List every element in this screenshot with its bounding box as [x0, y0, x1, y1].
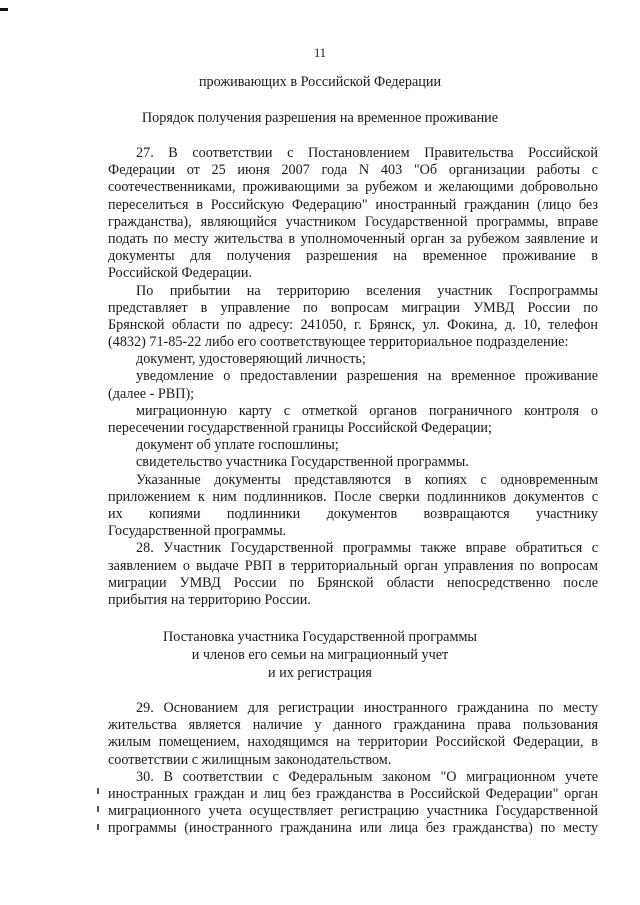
section-heading-registration-line-2: и членов его семьи на миграционный учет: [191, 647, 449, 663]
text-line: соответствии с жилищным законодательством.: [108, 751, 392, 768]
section-heading-residence-permit: Порядок получения разрешения на временное проживание: [141, 110, 499, 126]
text-line: (4832) 71-85-22 либо его соответствующее территориальное подразделение:: [108, 334, 569, 351]
text-line: пересечении государственной границы Российской Федерации;: [108, 420, 492, 436]
text-line: миграционную карту с отметкой органов пограничного контроля о: [136, 402, 598, 419]
text-line: Государственной программы.: [108, 523, 287, 540]
section-body-registration: [108, 700, 598, 838]
text-line: документ, удостоверяющий личность;: [136, 351, 366, 368]
text-line: документ об уплате госпошлины;: [136, 437, 339, 454]
text-line: программы (иностранного гражданина или лица без гражданства) по месту: [108, 820, 598, 837]
text-line: представляет в управление по вопросам миграции УМВД России по: [108, 299, 598, 316]
text-line: прибытия на территорию России.: [108, 591, 311, 608]
text-line: жительства является наличие у данного гражданина права пользования: [108, 717, 598, 734]
text-line: Брянской области по адресу: 241050, г. Брянск, ул. Фокина, д. 10, телефон: [108, 316, 598, 333]
text-line: (далее - РВП);: [108, 385, 195, 402]
text-line: Указанные документы представляются в копиях с одновременным: [136, 471, 598, 488]
text-line: уведомление о предоставлении разрешения на временное проживание: [136, 368, 598, 385]
text-line: Российской Федерации.: [108, 265, 253, 282]
text-line: документы для получения разрешения на временное проживание в: [108, 248, 598, 265]
margin-mark: [97, 824, 99, 830]
text-line: Федерации от 25 июня 2007 года N 403 "Об организации работы с: [108, 162, 598, 179]
text-line: приложением к ним подлинников. После сверки подлинников документов с: [108, 488, 598, 505]
text-line: 30. В соответствии с Федеральным законом "О миграционном учете: [136, 768, 598, 785]
text-line: 29. Основанием для регистрации иностранного гражданина по месту: [136, 700, 598, 716]
text-line: По прибытии на территорию вселения участник Госпрограммы: [136, 282, 598, 299]
margin-mark: [97, 788, 99, 794]
text-line: переселиться в Российскую Федерацию" иностранный гражданин (лицо без: [108, 196, 598, 213]
text-line: соотечественниками, проживающими за рубежом и желающими добровольно: [108, 179, 598, 196]
text-line: жилым помещением, находящимся на территории Российской Федерации, в: [108, 734, 598, 751]
text-line: иностранных граждан и лиц без гражданства в Российской Федерации" орган: [108, 785, 598, 802]
text-line: миграционного учета осуществляет регистрацию участника Государственной: [108, 803, 598, 820]
text-line: заявлением о выдаче РВП в территориальный орган управления по вопросам: [108, 557, 598, 574]
section-heading-registration-line-3: и их регистрация: [268, 665, 372, 681]
text-line: 28. Участник Государственной программы также вправе обратиться с: [136, 540, 598, 557]
text-line: подать по месту жительства в уполномоченный орган за рубежом заявление и: [108, 230, 598, 247]
scan-edge-mark: [0, 8, 8, 11]
continued-heading: проживающих в Российской Федерации: [198, 74, 442, 90]
text-line: 27. В соответствии с Постановлением Правительства Российской: [136, 145, 598, 161]
text-line: свидетельство участника Государственной программы.: [136, 454, 469, 471]
margin-mark: [97, 806, 99, 812]
page-number: 11: [313, 46, 327, 60]
section-heading-registration-line-1: Постановка участника Государственной программы: [163, 629, 477, 645]
section-body-residence-permit: [108, 145, 598, 609]
text-line: гражданства), являющийся участником Государственной программы, вправе: [108, 213, 598, 230]
text-line: миграции УМВД России по Брянской области непосредственно после: [108, 574, 598, 591]
text-line: их копиями подлинники документов возвращаются участнику: [108, 505, 598, 522]
